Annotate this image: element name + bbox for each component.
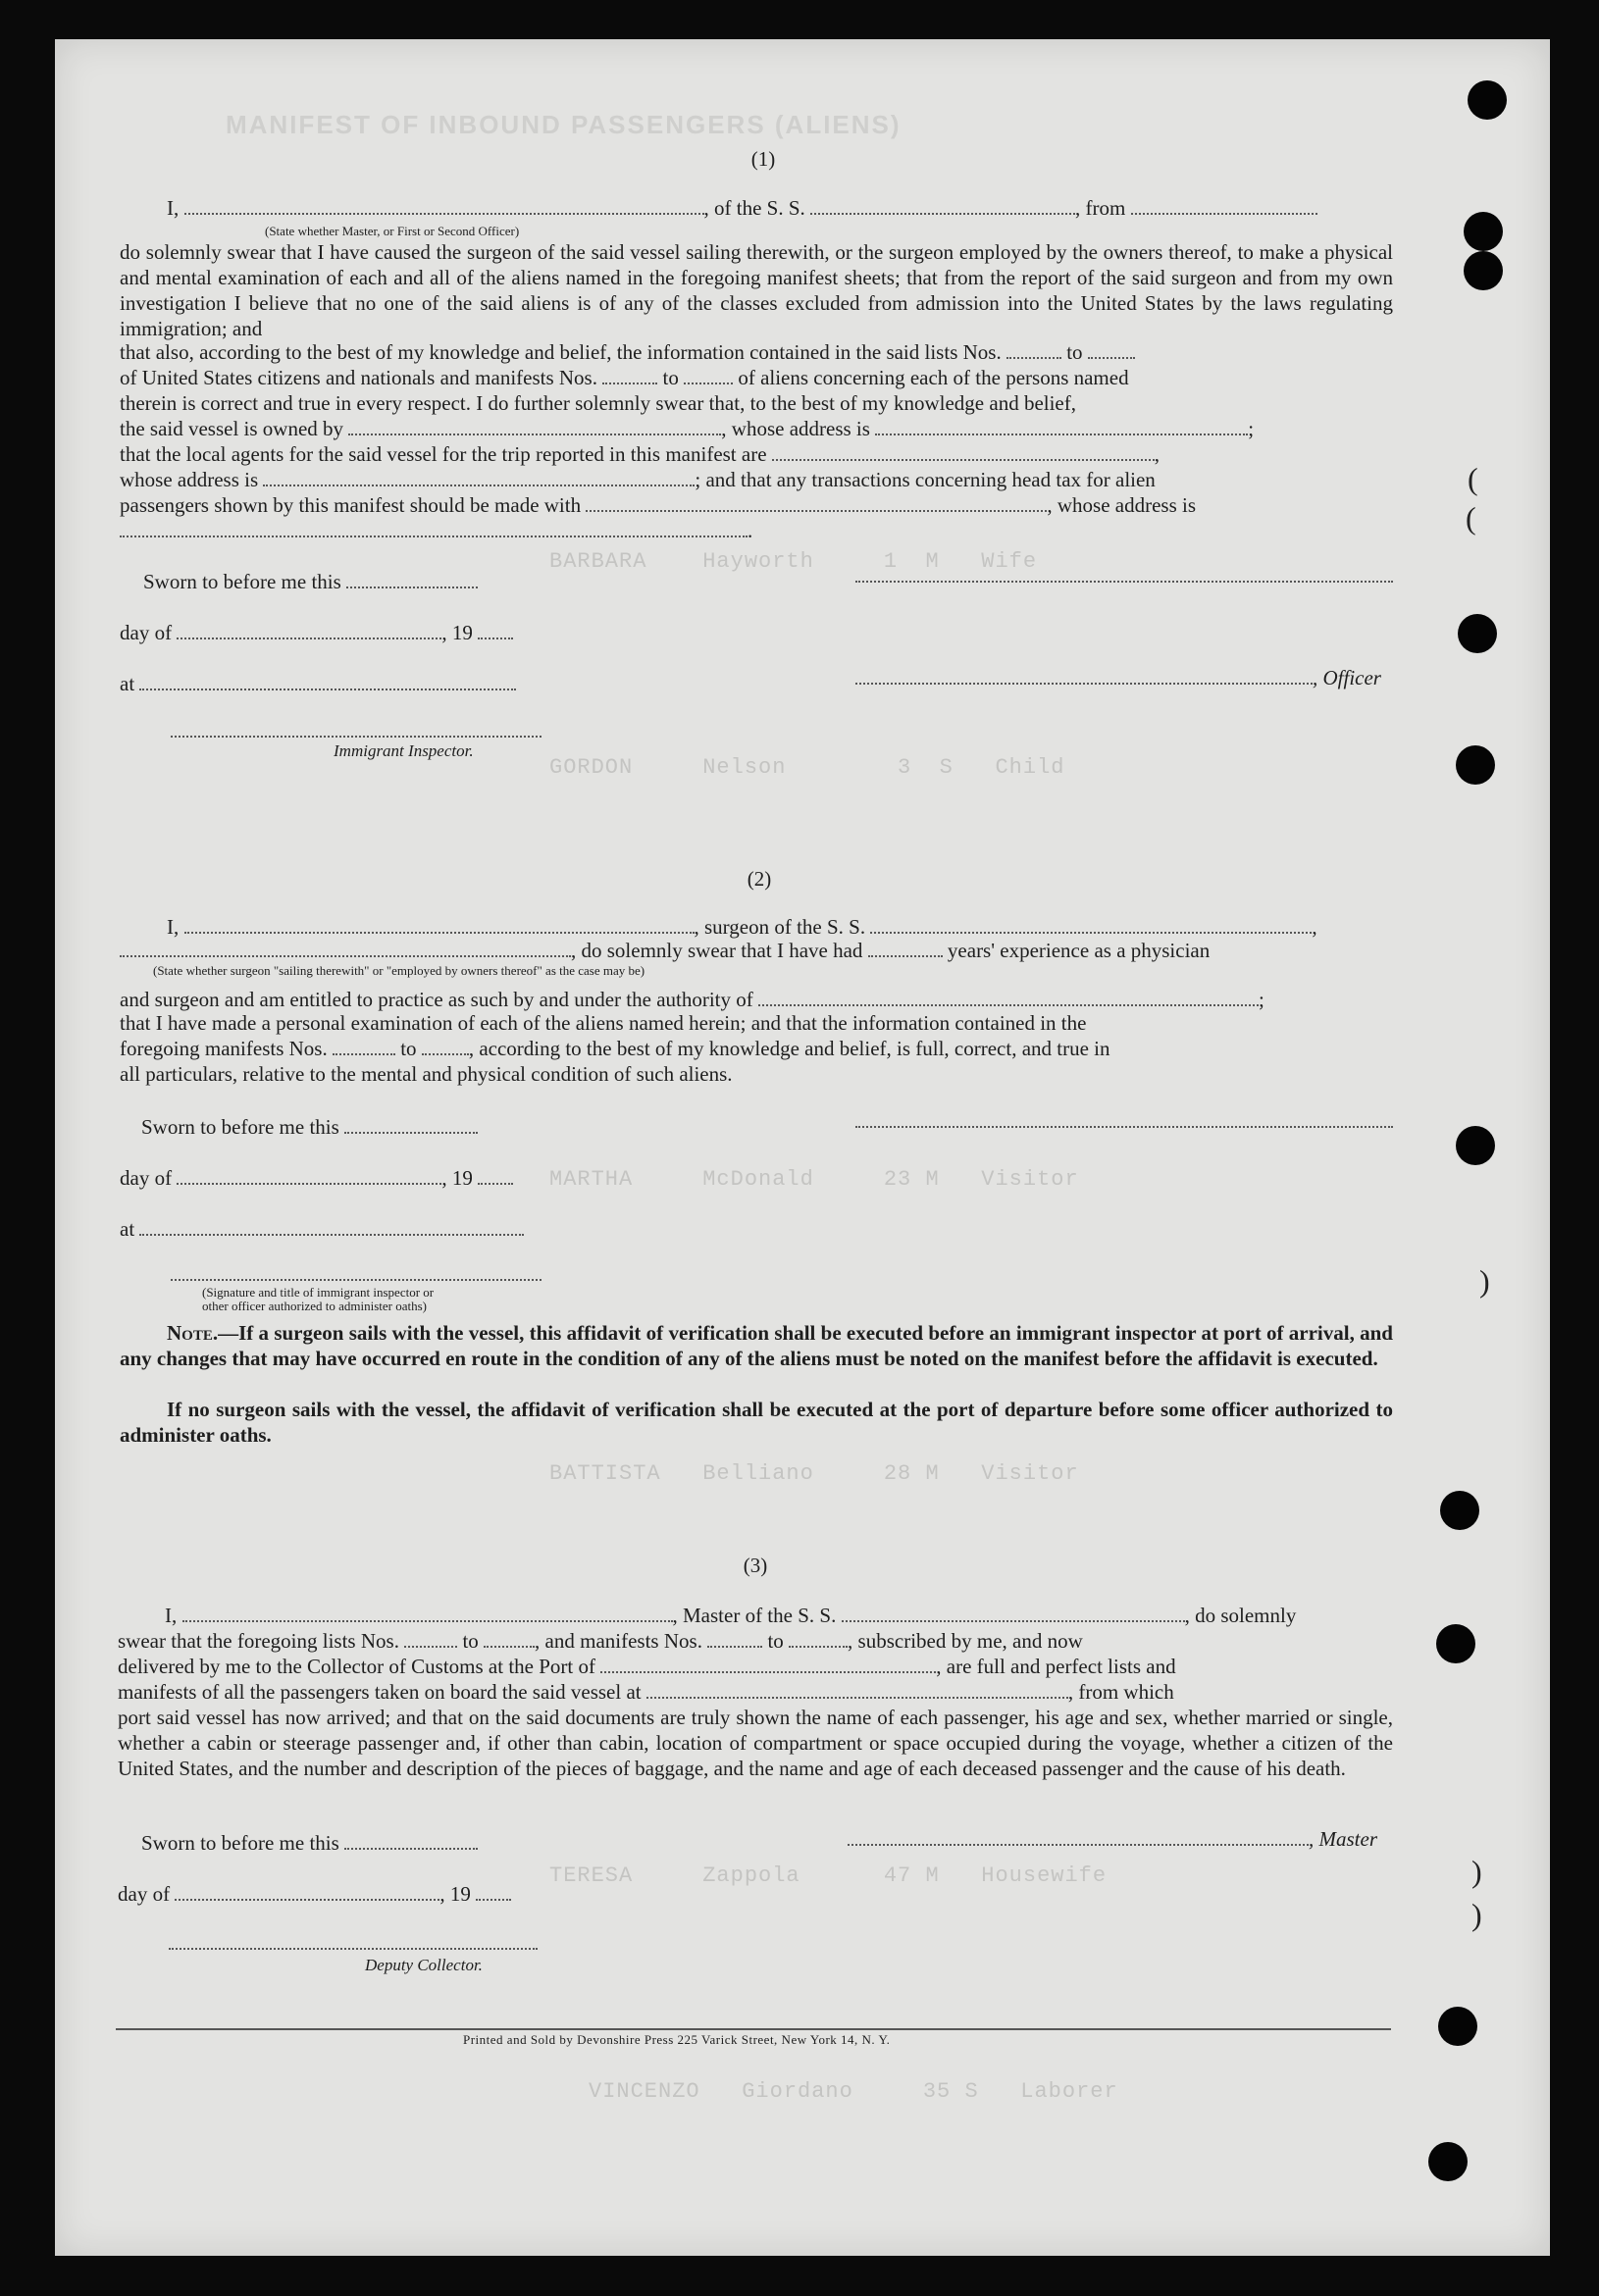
blank-field [478,620,513,639]
label-text: , of the S. S. [703,196,805,220]
footer-rule [116,2028,1391,2030]
label-text: day of [120,621,173,644]
label-text: and surgeon and am entitled to practice as such by and under the authority of [120,988,753,1011]
label-text: , [1312,915,1317,939]
label-text: therein is correct and true in every respect. I do further solemnly swear that, to the best of my knowledge and belief, [120,391,1076,415]
date-line [120,620,513,645]
blank-field [1088,339,1135,359]
blank-field [646,1679,1068,1699]
signature-caption: (Signature and title of immigrant inspector or [202,1285,435,1300]
bleed-through-row: GORDON Nelson 3 S Child [549,755,1065,780]
label-text: , subscribed by me, and now [848,1629,1083,1653]
bleed-through-header: MANIFEST OF INBOUND PASSENGERS (ALIENS) [226,110,902,139]
bleed-through-row: VINCENZO Giordano 35 S Laborer [589,2079,1118,2104]
label-text: , Master of the S. S. [672,1604,837,1627]
blank-field [263,467,695,486]
master-line [848,1826,1377,1852]
field-caption: (State whether Master, or First or Second Officer) [265,224,520,238]
margin-mark: ) [1471,1854,1482,1889]
label-text: , Officer [1313,666,1381,689]
label-text: , are full and perfect lists and [936,1655,1176,1678]
place-line [120,671,516,696]
label-text: I, [165,1604,178,1627]
blank-field [855,665,1313,685]
label-text: , from [1075,196,1126,220]
oath-line [120,467,1156,492]
signature-line [855,579,1393,583]
oath-line [120,339,1135,365]
printer-imprint: Printed and Sold by Devonshire Press 225 Varick Street, New York 14, N. Y. [463,2032,891,2047]
label-text: ; and that any transactions concerning head tax for alien [695,468,1156,491]
blank-field [789,1628,848,1648]
oath-line [118,1628,1083,1654]
bleed-through-row: BATTISTA Belliano 28 M Visitor [549,1461,1079,1486]
blank-field [1131,195,1317,215]
label-text: to [662,366,679,389]
note-text: —If a surgeon sails with the vessel, this affidavit of verification shall be executed before an immigrant inspector at port of arrival, and any changes that may have occurred en route in the condition of any of the aliens must be noted on the manifest before the affidavit is executed. [120,1321,1393,1370]
label-text: I, [167,915,180,939]
section-number: (1) [750,147,776,171]
label-text: , 19 [441,621,473,644]
label-text: , do solemnly [1184,1604,1297,1627]
officer-line [855,665,1381,690]
oath-paragraph: do solemnly swear that I have caused the surgeon of the said vessel sailing therewith, or the surgeon employed by the owners thereof, to make a physical and mental examination of each and all of the aliens named in the foregoing manifest sheets; that from the report of the said surgeon and from my own investigation I believe that no one of the said aliens is of any of the classes excluded from admission into the United States by the laws regulating immigration; and [120,240,1393,340]
bleed-through-row: TERESA Zappola 47 M Housewife [549,1863,1108,1888]
oath-line [120,365,1129,390]
blank-field [772,441,1155,461]
bleed-through-row: BARBARA Hayworth 1 M Wife [549,549,1038,574]
signature-line [171,1277,542,1281]
oath-line [167,195,1317,221]
signature-line [855,1124,1393,1128]
oath-line [118,1654,1176,1679]
label-text: , from which [1067,1680,1174,1704]
label-text: to [462,1629,479,1653]
blank-field [870,914,1312,934]
blank-field [348,416,721,435]
label-text: ; [1248,417,1255,440]
blank-field [875,416,1248,435]
place-line [120,1216,524,1242]
margin-mark: ( [1466,500,1476,536]
oath-line [165,1603,1296,1628]
blank-field [333,1036,395,1055]
label-text: , surgeon of the S. S. [694,915,866,939]
blank-field [848,1826,1309,1846]
label-text: of United States citizens and nationals and manifests Nos. [120,366,597,389]
label-text: Sworn to before me this [141,1831,339,1855]
sworn-line [143,569,478,594]
blank-field [868,938,943,957]
signature-line [171,734,542,738]
punch-hole [1438,2007,1477,2046]
label-text: to [767,1629,784,1653]
label-text: that I have made a personal examination of each of the aliens named herein; and that the information contained in the [120,1011,1087,1035]
label-text: at [120,1217,135,1241]
label-text: I, [167,196,180,220]
signature-title: Deputy Collector. [365,1956,483,1974]
margin-mark: ) [1479,1263,1490,1299]
note-paragraph: If no surgeon sails with the vessel, the affidavit of verification shall be executed at the port of departure before some officer authorized to administer oaths. [120,1398,1393,1447]
bleed-through-row: MARTHA McDonald 23 M Visitor [549,1167,1079,1192]
blank-field [344,1114,478,1134]
margin-mark: ( [1468,461,1478,496]
label-text: . [748,519,753,542]
label-text: manifests of all the passengers taken on board the said vessel at [118,1680,642,1704]
oath-line [120,1036,1110,1061]
oath-line [120,492,1196,518]
oath-line [120,416,1254,441]
blank-field [175,1881,439,1901]
oath-line [120,441,1160,467]
blank-field [184,914,695,934]
label-text: delivered by me to the Collector of Customs at the Port of [118,1655,595,1678]
oath-paragraph: port said vessel has now arrived; and that on the said documents are truly shown the name of each passenger, his age and sex, whether married or single, whether a cabin or steerage passenger and, if other than cabin, location of compartment or space occupied during the voyage, whether a citizen of the United States, and the number and description of the pieces of baggage, and the name and age of each deceased passenger and the cause of his death. [118,1706,1393,1780]
label-text: , 19 [439,1882,471,1906]
punch-hole [1464,251,1503,290]
sworn-line [141,1114,478,1140]
punch-hole [1456,1126,1495,1165]
blank-field [422,1036,469,1055]
blank-field [346,569,478,588]
label-text: to [1066,340,1083,364]
oath-line [120,518,752,543]
blank-field [707,1628,762,1648]
label-text: , according to the best of my knowledge and belief, is full, correct, and true in [468,1037,1110,1060]
blank-field [476,1881,511,1901]
note-paragraph [120,1320,1393,1371]
punch-hole [1436,1624,1475,1663]
label-text: to [400,1037,417,1060]
label-text: day of [120,1166,173,1190]
label-text: passengers shown by this manifest should be made with [120,493,582,517]
blank-field [684,365,733,384]
label-text: swear that the foregoing lists Nos. [118,1629,399,1653]
blank-field [842,1603,1185,1622]
section-number: (2) [747,867,772,891]
label-text: that the local agents for the said vessel for the trip reported in this manifest are [120,442,767,466]
margin-mark: ) [1471,1897,1482,1932]
signature-caption: other officer authorized to administer oaths) [202,1299,427,1313]
oath-line [167,914,1317,940]
note-label: Note. [167,1321,219,1345]
blank-field [758,987,1259,1006]
oath-line [120,1010,1086,1036]
blank-field [182,1603,673,1622]
blank-field [1006,339,1061,359]
label-text: , do solemnly swear that I have had [571,939,863,962]
blank-field [120,938,571,957]
blank-field [177,620,441,639]
oath-line [120,938,1210,963]
punch-hole [1456,745,1495,785]
date-line [118,1881,511,1907]
blank-field [600,1654,936,1673]
label-text: foregoing manifests Nos. [120,1037,328,1060]
blank-field [478,1165,513,1185]
label-text: , whose address is [1047,493,1197,517]
oath-line [118,1679,1174,1705]
punch-hole [1458,614,1497,653]
label-text: all particulars, relative to the mental and physical condition of such aliens. [120,1062,733,1086]
section-number: (3) [743,1554,768,1577]
blank-field [177,1165,441,1185]
punch-hole [1440,1491,1479,1530]
label-text: , [1154,442,1161,466]
punch-hole [1428,2142,1468,2181]
oath-line [120,390,1076,416]
blank-field [810,195,1075,215]
label-text: at [120,672,135,695]
label-text: , Master [1309,1827,1377,1851]
oath-line [120,987,1264,1012]
label-text: , and manifests Nos. [535,1629,702,1653]
punch-hole [1464,212,1503,251]
label-text: day of [118,1882,171,1906]
oath-line [120,1061,733,1087]
blank-field [586,492,1047,512]
signature-title: Immigrant Inspector. [334,741,474,760]
label-text: whose address is [120,468,259,491]
blank-field [484,1628,535,1648]
label-text: of aliens concerning each of the persons named [738,366,1129,389]
label-text: , 19 [441,1166,473,1190]
blank-field [344,1830,478,1850]
label-text: Sworn to before me this [141,1115,339,1139]
label-text: Sworn to before me this [143,570,341,593]
signature-line [169,1946,538,1950]
punch-hole [1468,80,1507,120]
label-text: ; [1259,988,1264,1011]
blank-field [120,518,748,537]
date-line [120,1165,513,1191]
blank-field [184,195,704,215]
blank-field [602,365,657,384]
label-text: the said vessel is owned by [120,417,344,440]
blank-field [139,671,516,690]
label-text: , whose address is [721,417,870,440]
label-text: that also, according to the best of my knowledge and belief, the information contained in the said lists Nos. [120,340,1002,364]
blank-field [139,1216,524,1236]
sworn-line [141,1830,478,1856]
blank-field [404,1628,457,1648]
field-caption: (State whether surgeon "sailing therewith" or "employed by owners thereof" as the case may be) [153,963,645,978]
label-text: years' experience as a physician [947,939,1211,962]
